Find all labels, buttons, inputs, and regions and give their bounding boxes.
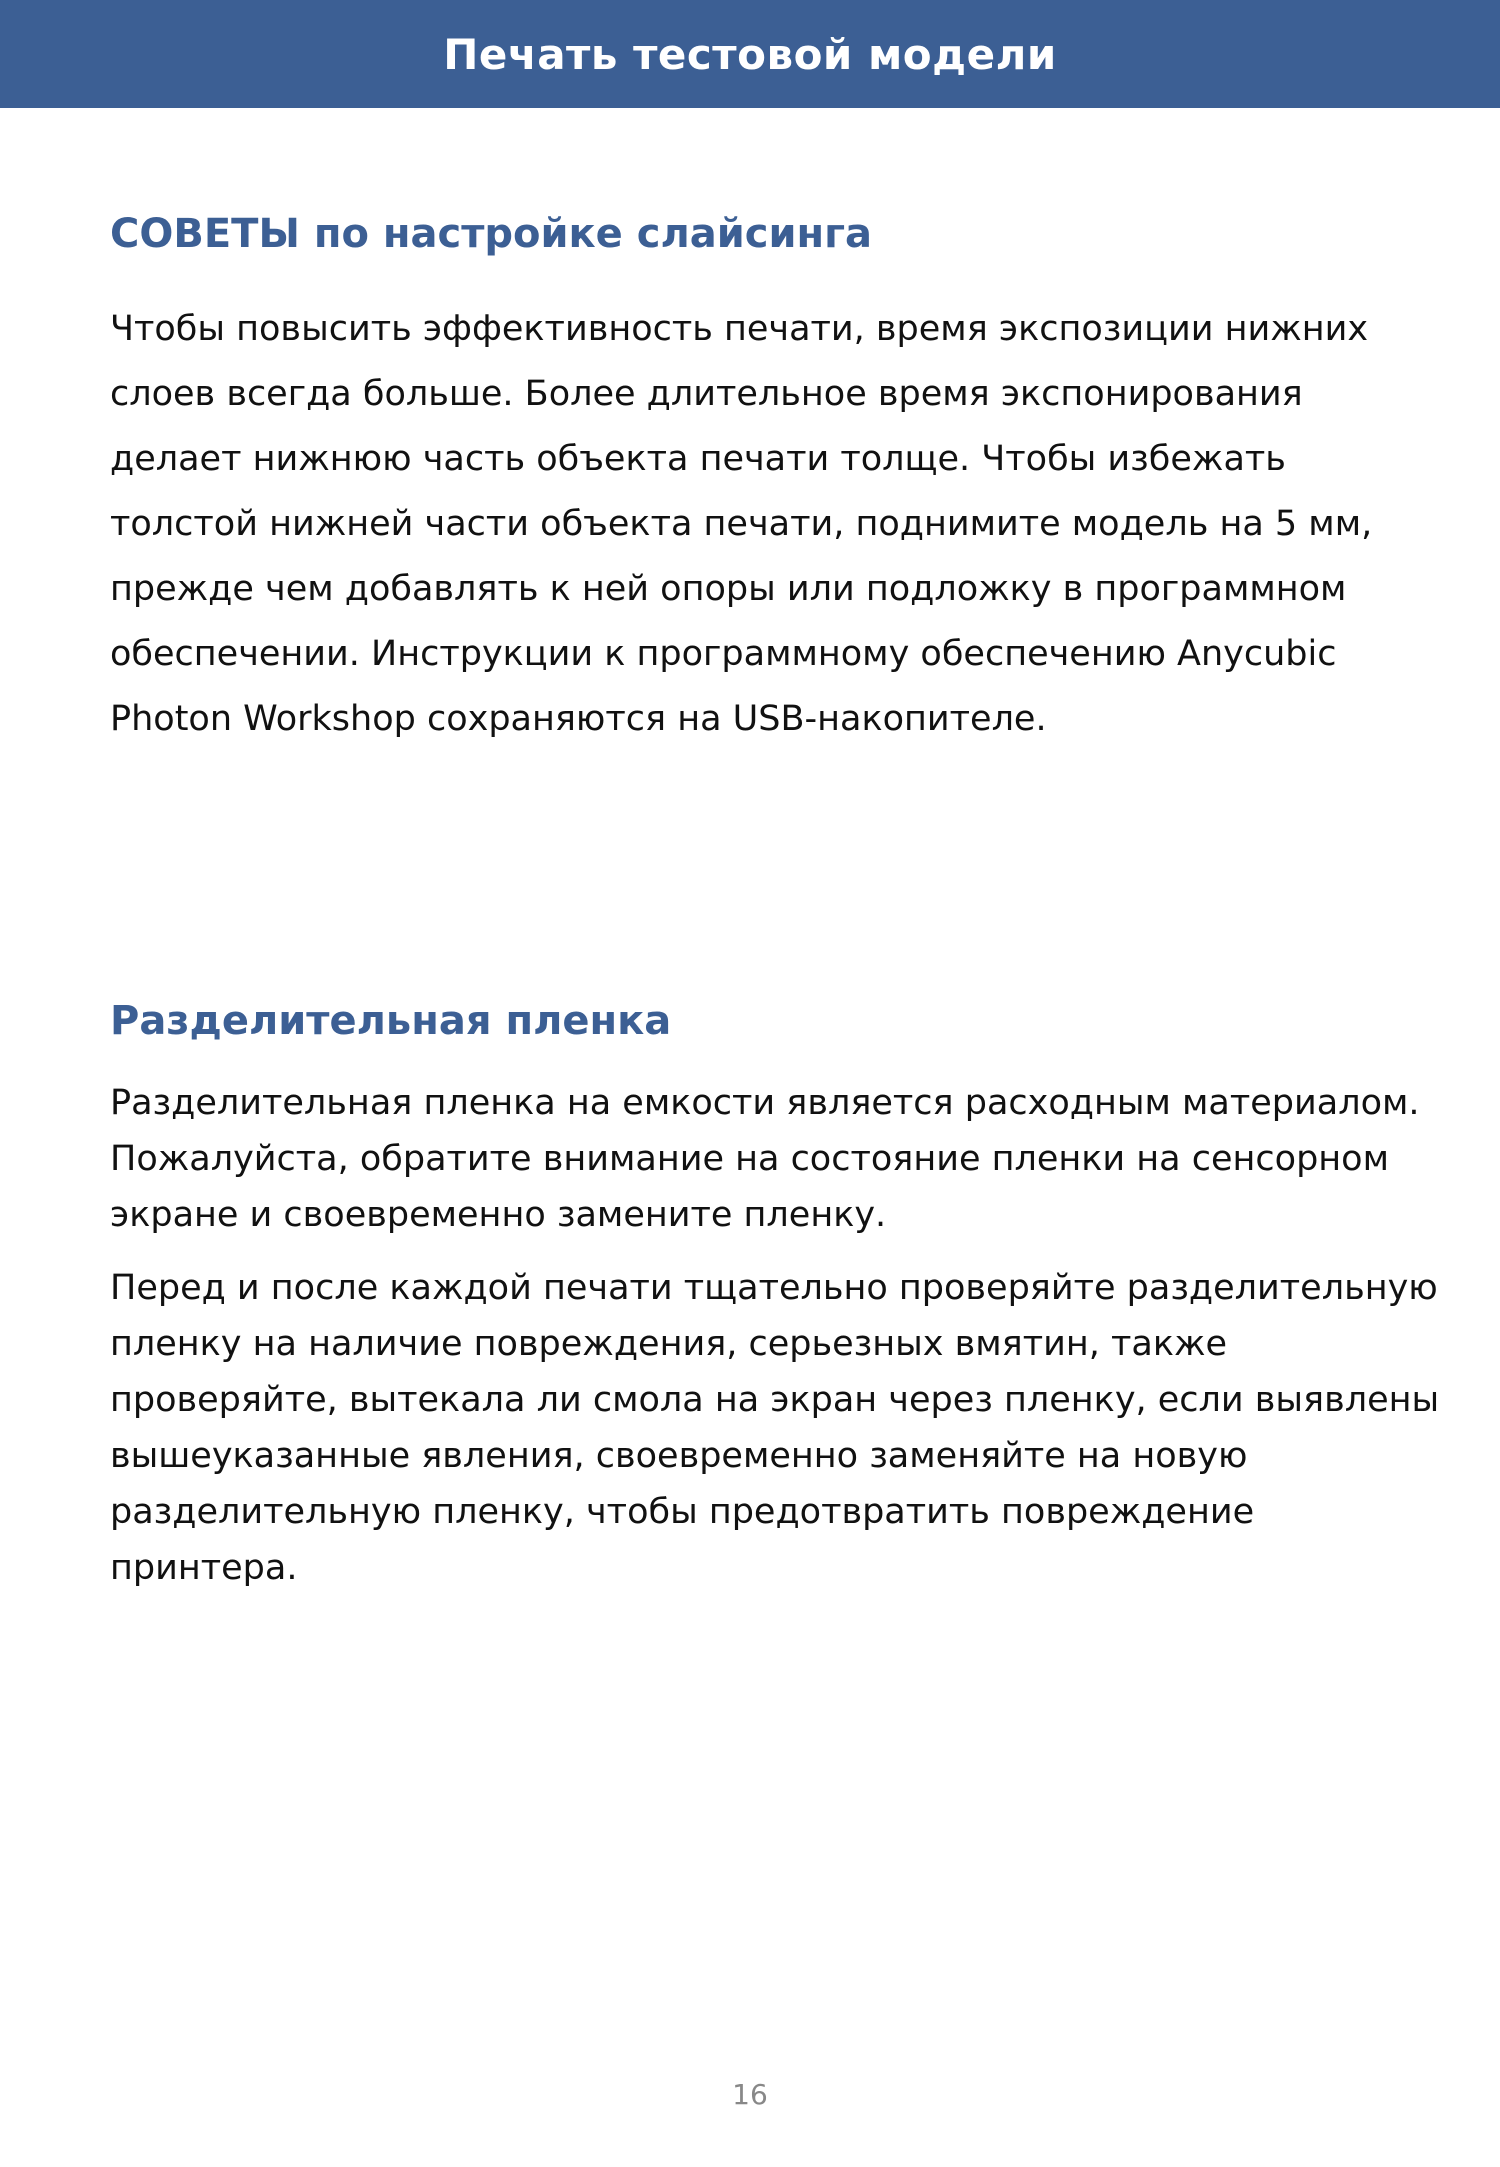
page-number: 16 xyxy=(732,2078,768,2111)
page-header-bar xyxy=(0,0,1500,108)
section-heading-slicing-tips: СОВЕТЫ по настройке слайсинга xyxy=(110,211,873,257)
slicing-tips-paragraph: Чтобы повысить эффективность печати, время экспозиции нижних слоев всегда больше. Более длительное время экспонирования делает нижнюю часть объекта печати толще. Чтобы избежать толстой нижней части объекта печати, поднимите модель на 5 мм, прежде чем добавлять к ней опоры или подложку в программном обеспечении. Инструкции к программному обеспечению Anycubic Photon Workshop сохраняются на USB-накопителе. xyxy=(110,309,1373,739)
release-film-paragraph-2: Перед и после каждой печати тщательно проверяйте разделительную пленку на наличие повреждения, серьезных вмятин, также проверяйте, вытекала ли смола на экран через пленку, если выявлены вышеуказанные явления, своевременно заменяйте на новую разделительную пленку, чтобы предотвратить повреждение принтера. xyxy=(110,1268,1440,1588)
release-film-paragraph-1: Разделительная пленка на емкости является расходным материалом. Пожалуйста, обратите внимание на состояние пленки на сенсорном экране и своевременно замените пленку. xyxy=(110,1083,1420,1235)
page-title: Печать тестовой модели xyxy=(443,29,1057,79)
section-heading-release-film: Разделительная пленка xyxy=(110,998,672,1044)
